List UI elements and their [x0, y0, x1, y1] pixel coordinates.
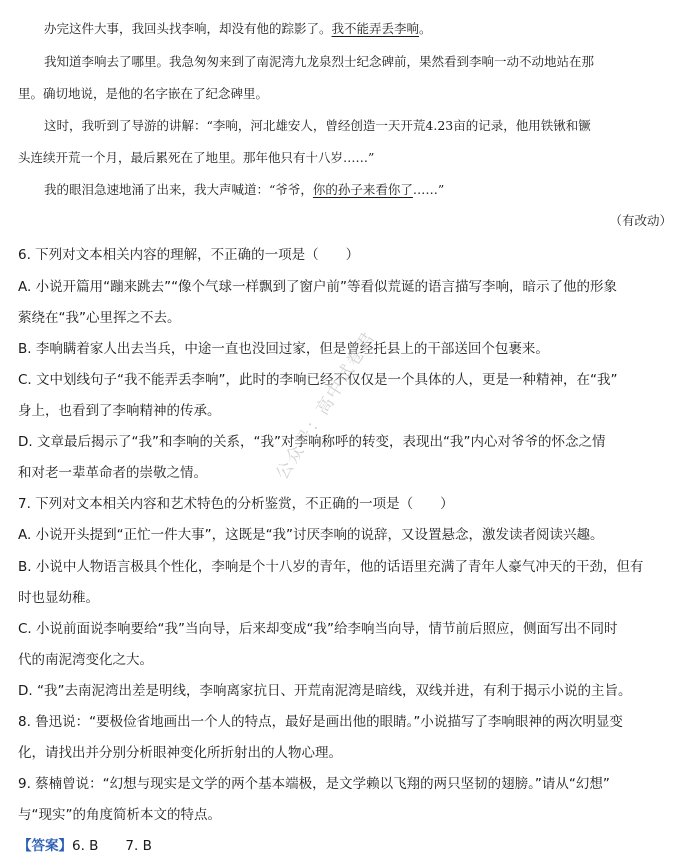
q7-option-a: A. 小说开头提到“正忙一件大事”，这既是“我”讨厌李响的说辞，又设置悬念，激发读者阅读兴趣。	[18, 527, 604, 543]
story-paragraph-3-line-2: 头连续开荒一个月，最后累死在了地里。那年他只有十八岁……”	[18, 150, 375, 165]
question-8-line-2: 化，请找出并分别分析眼神变化所折射出的人物心理。	[18, 745, 342, 761]
question-9-line-2: 与“现实”的角度简析本文的特点。	[18, 807, 221, 823]
question-7: 7. 下列对文本相关内容和艺术特色的分析鉴赏，不正确的一项是（ ）	[18, 496, 454, 512]
question-6: 6. 下列对文本相关内容的理解，不正确的一项是（ ）	[18, 247, 360, 263]
q6-option-d-line-2: 和对老一辈革命者的崇敬之情。	[18, 465, 207, 481]
watermark-text: 公众号：高中试卷君	[272, 327, 380, 484]
q7-option-d: D. “我”去南泥湾出差是明线，李响离家抗日、开荒南泥湾是暗线，双线并进，有利于揭示小说的主旨。	[18, 683, 632, 699]
q6-option-b: B. 李响瞒着家人出去当兵，中途一直也没回过家，但是曾经托县上的干部送回个包裹来。	[18, 341, 549, 357]
q6-option-a-line-1: A. 小说开篇用“蹦来跳去”“像个气球一样飘到了窗户前”等看似荒诞的语言描写李响，暗示了他的形象	[18, 279, 618, 295]
q7-option-b-line-2: 时也显幼稚。	[18, 590, 99, 606]
answer-tag: 【答案】	[18, 838, 72, 854]
q7-option-c-line-2: 代的南泥湾变化之大。	[18, 652, 153, 668]
underlined-sentence: 我不能弄丢李响	[331, 21, 420, 36]
story-paragraph-1: 办完这件大事，我回头找李响，却没有他的踪影了。我不能弄丢李响。	[44, 21, 432, 36]
q6-option-c-line-1: C. 文中划线句子“我不能弄丢李响”，此时的李响已经不仅仅是一个具体的人，更是一种精神，在“我”	[18, 372, 618, 388]
question-8-line-1: 8. 鲁迅说：“要极俭省地画出一个人的特点，最好是画出他的眼睛。”小说描写了李响眼神的两次明显变	[18, 714, 623, 730]
answer-line	[18, 834, 152, 854]
answer-text: 6. B 7. B	[72, 838, 152, 854]
underlined-phrase: 你的孙子来看你了	[312, 182, 413, 197]
q7-option-b-line-1: B. 小说中人物语言极具个性化，李响是个十八岁的青年，他的话语里充满了青年人豪气冲天的干劲，但有	[18, 559, 644, 575]
story-paragraph-3-line-1: 这时，我听到了导游的讲解：“李响，河北雄安人，曾经创造一天开荒4.23亩的记录，他用铁锹和镢	[44, 118, 591, 133]
q6-option-d-line-1: D. 文章最后揭示了“我”和李响的关系，“我”对李响称呼的转变，表现出“我”内心对爷爷的怀念之情	[18, 434, 606, 450]
story-paragraph-4: 我的眼泪急速地涌了出来，我大声喊道：“爷爷，你的孙子来看你了……”	[44, 182, 445, 197]
q7-option-c-line-1: C. 小说前面说李响要给“我”当向导，后来却变成“我”给李响当向导，情节前后照应，侧面写出不同时	[18, 621, 618, 637]
question-9-line-1: 9. 蔡楠曾说：“幻想与现实是文学的两个基本端极，是文学赖以飞翔的两只坚韧的翅膀。”请从“幻想”	[18, 776, 610, 792]
story-paragraph-2-line-1: 我知道李响去了哪里。我急匆匆来到了南泥湾九龙泉烈士纪念碑前，果然看到李响一动不动地站在那	[44, 54, 595, 69]
story-paragraph-2-line-2: 里。确切地说，是他的名字嵌在了纪念碑里。	[18, 86, 269, 101]
q6-option-a-line-2: 萦绕在“我”心里挥之不去。	[18, 310, 181, 326]
source-note: （有改动）	[609, 213, 672, 228]
q6-option-c-line-2: 身上，也看到了李响精神的传承。	[18, 403, 221, 419]
